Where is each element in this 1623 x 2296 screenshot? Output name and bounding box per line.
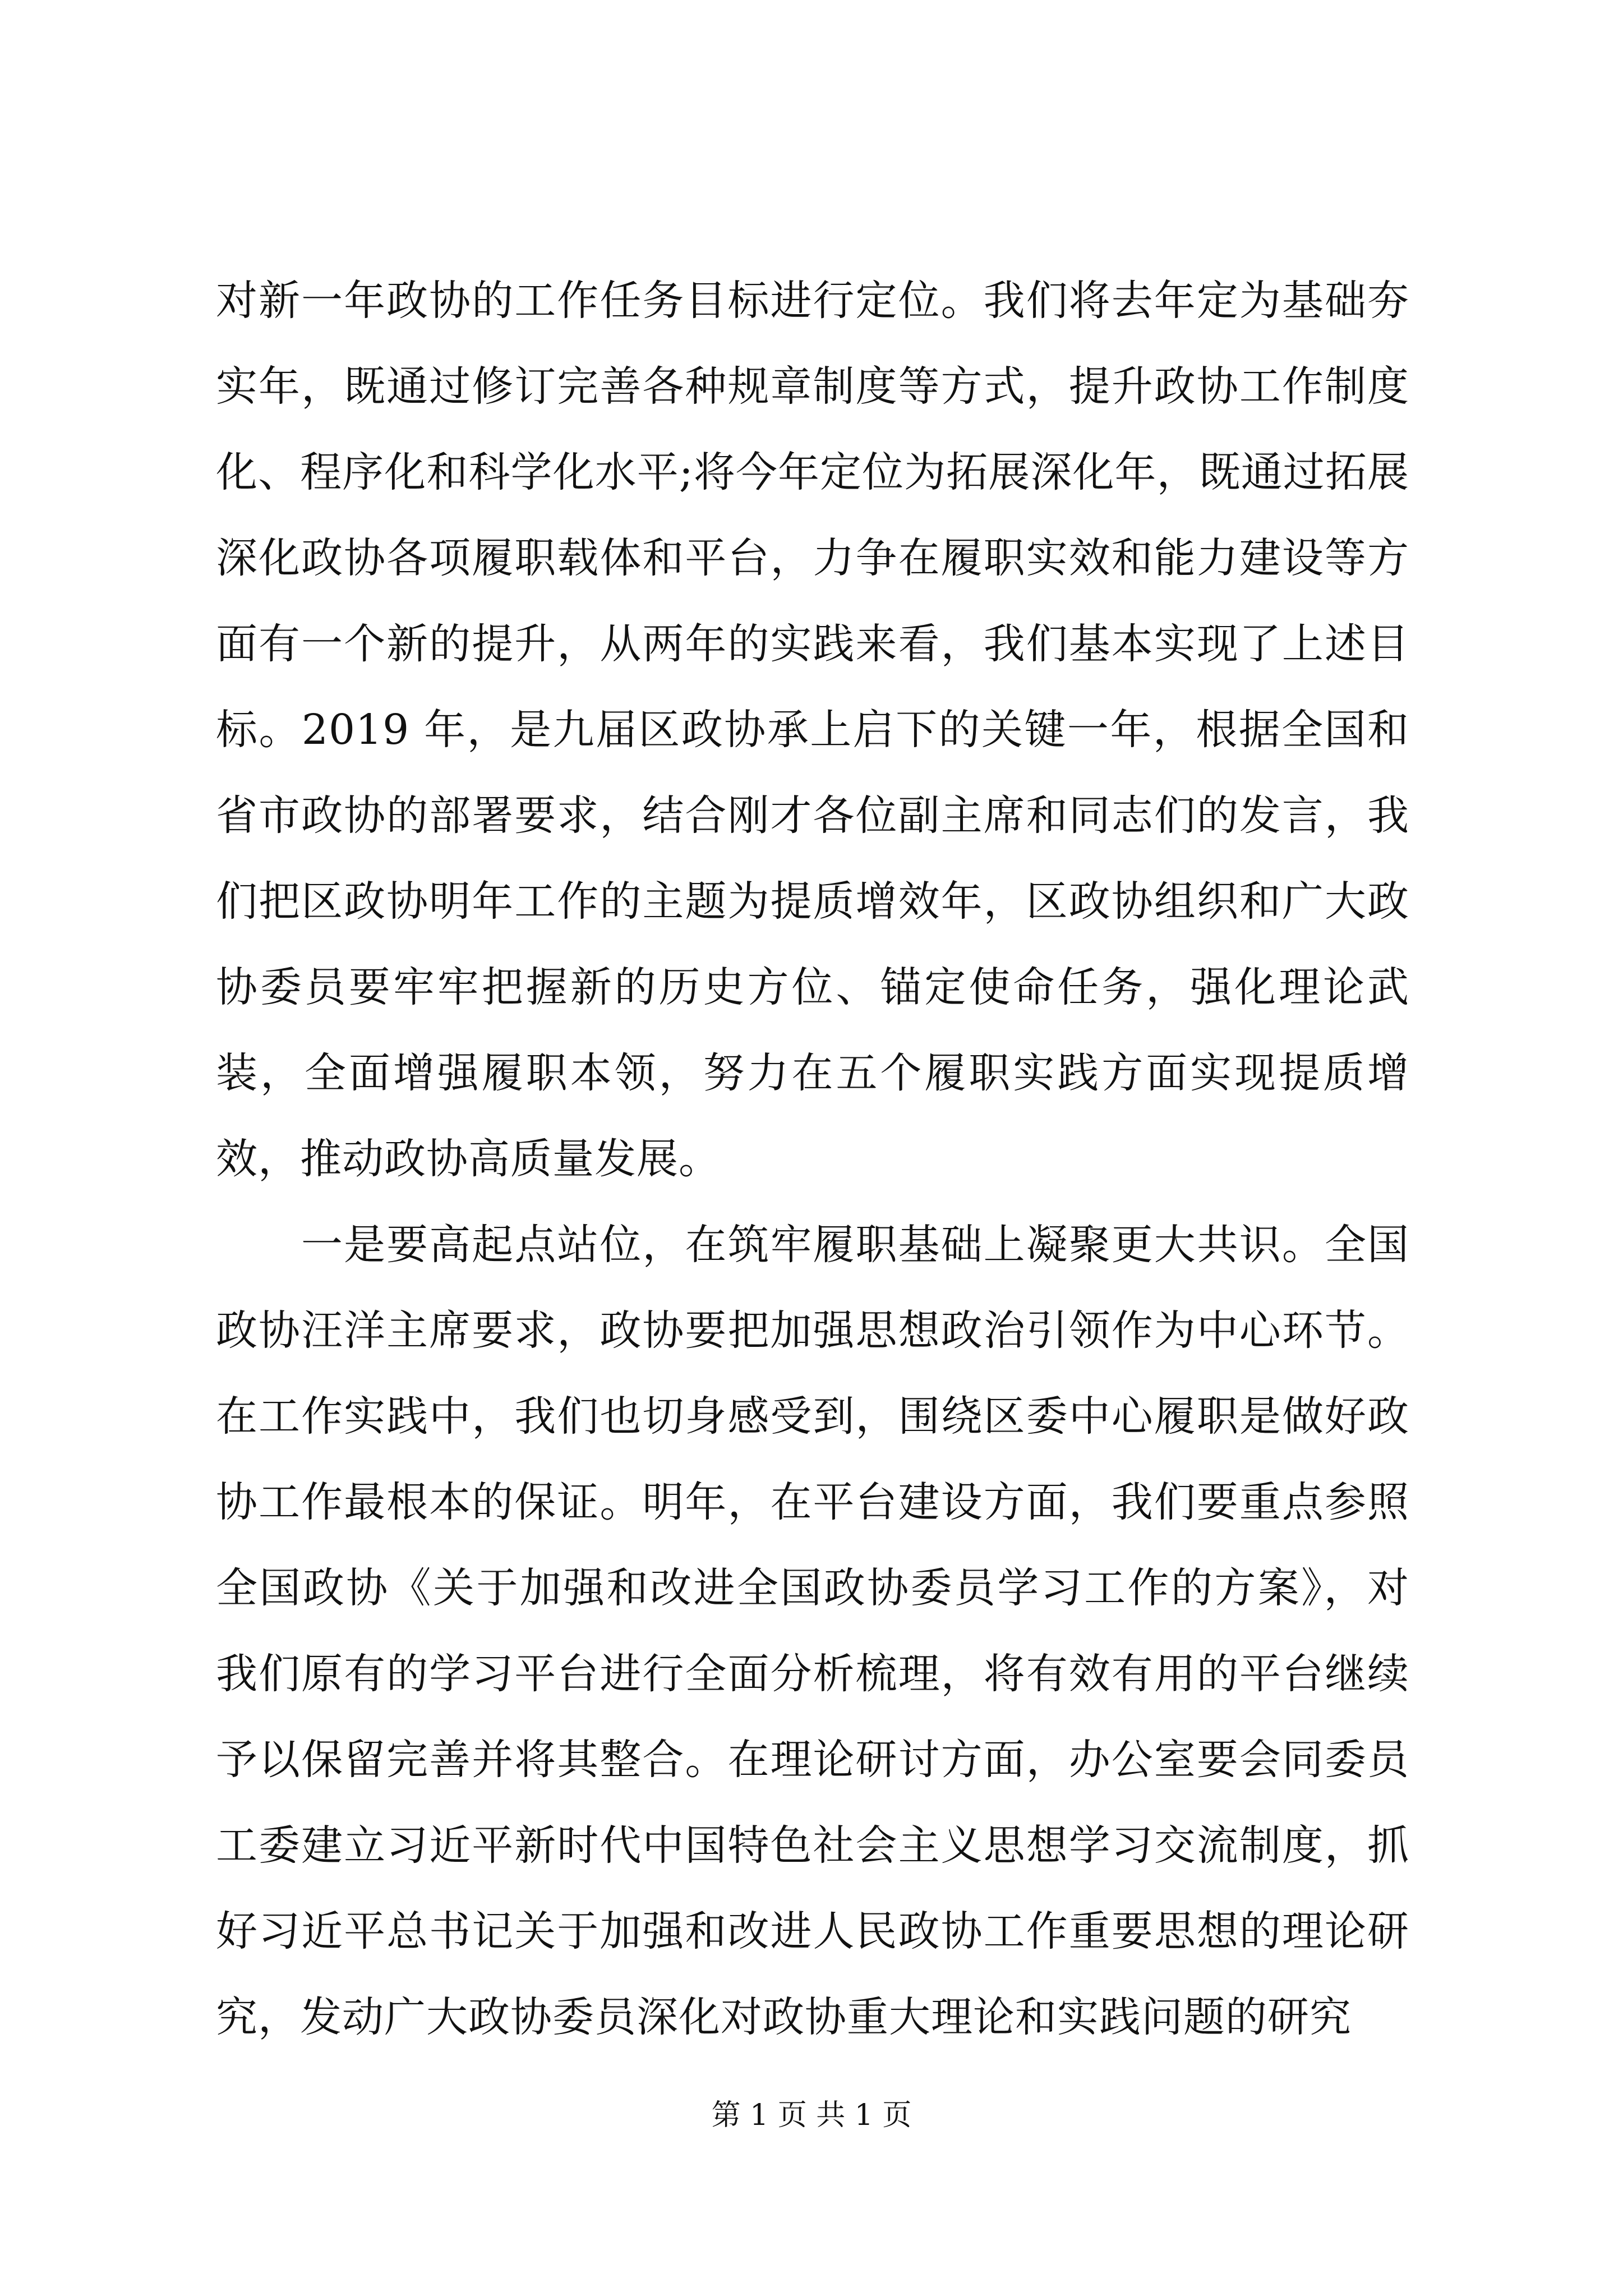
page-number-footer: 第 1 页 共 1 页 [711, 2099, 912, 2132]
paragraph-item-one: 一是要高起点站位，在筑牢履职基础上凝聚更大共识。全国政协汪洋主席要求，政协要把加强思想政治引领作为中心环节。在工作实践中，我们也切身感受到，围绕区委中心履职是做好政协工作最根本的保证。明年，在平台建设方面，我们要重点参照全国政协《关于加强和改进全国政协委员学习工作的方案》，对我们原有的学习平台进行全面分析梳理，将有效有用的平台继续予以保留完善并将其整合。在理论研讨方面，办公室要会同委员工委建立习近平新时代中国特色社会主义思想学习交流制度，抓好习近平总书记关于加强和改进人民政协工作重要思想的理论研究，发动广大政协委员深化对政协重大理论和实践问题的研究 [216, 1221, 1409, 2041]
paragraph-continuation: 对新一年政协的工作任务目标进行定位。我们将去年定为基础夯实年，既通过修订完善各种规章制度等方式，提升政协工作制度化、程序化和科学化水平;将今年定位为拓展深化年，既通过拓展深化政协各项履职载体和平台，力争在履职实效和能力建设等方面有一个新的提升，从两年的实践来看，我们基本实现了上述目标。2019 年，是九届区政协承上启下的关键一年，根据全国和省市政协的部署要求，结合刚才各位副主席和同志们的发言，我们把区政协明年工作的主题为提质增效年，区政协组织和广大政协委员要牢牢把握新的历史方位、锚定使命任务，强化理论武装，全面增强履职本领，努力在五个履职实践方面实现提质增效，推动政协高质量发展。 [216, 277, 1409, 1183]
document-body [216, 258, 1409, 2060]
